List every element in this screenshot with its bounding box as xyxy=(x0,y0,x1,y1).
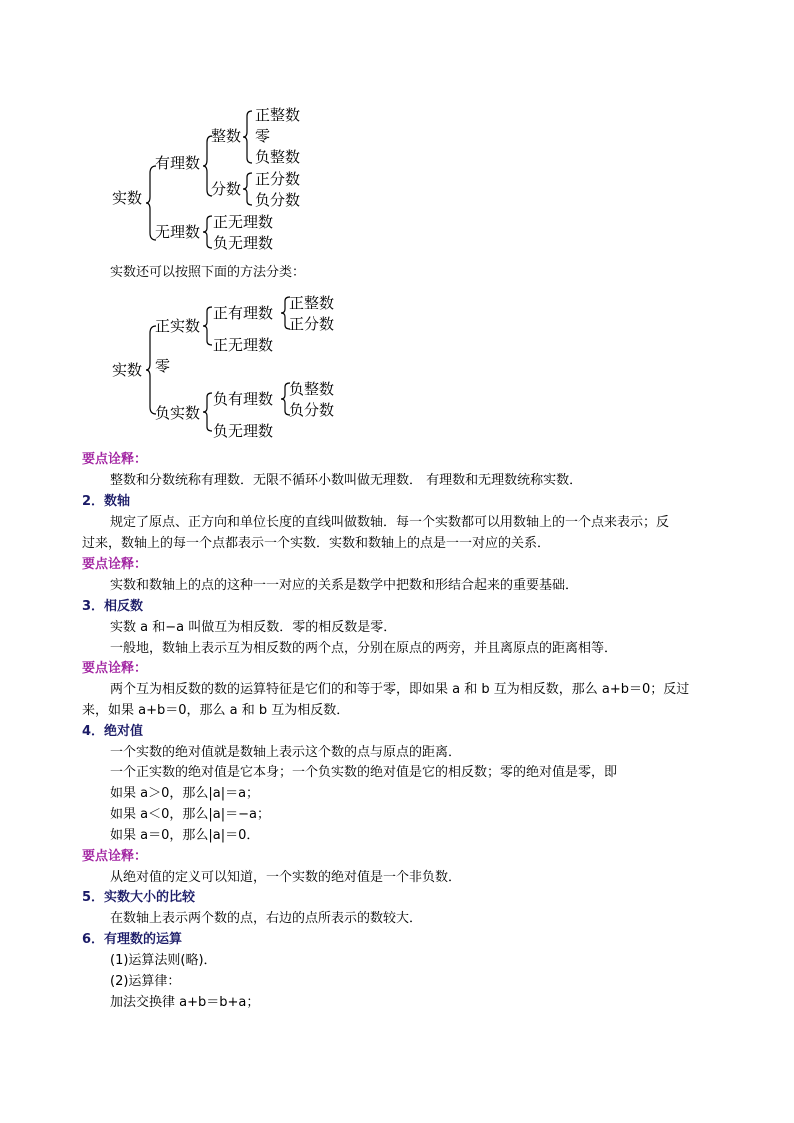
d2-neg-irrational: 负无理数 xyxy=(213,422,274,440)
d2-neg-rational: 负有理数 xyxy=(213,390,274,408)
d1-neg-fraction: 负分数 xyxy=(255,191,301,209)
section-2-note: 实数和数轴上的点的这种一一对应的关系是数学中把数和形结合起来的重要基础． xyxy=(110,578,579,593)
d2-root: 实数 xyxy=(112,361,143,379)
section-4-para-1: 一个实数的绝对值就是数轴上表示这个数的点与原点的距离． xyxy=(110,745,462,760)
section-4-title: 绝对值 xyxy=(104,724,144,739)
d1-rational: 有理数 xyxy=(155,154,201,172)
section-3-note-a: 两个互为相反数的数的运算特征是它们的和等于零，即如果 a 和 b 互为相反数，那么 a+b＝0；反过 xyxy=(110,682,690,697)
section-3-note-b: 来，如果 a+b＝0，那么 a 和 b 互为相反数． xyxy=(82,703,350,718)
d2-zero: 零 xyxy=(155,357,171,375)
intro-second-classification: 实数还可以按照下面的方法分类： xyxy=(110,265,306,280)
section-6-para-2: (2)运算律： xyxy=(110,974,181,989)
section-3-para-1: 实数 a 和−a 叫做互为相反数．零的相反数是零． xyxy=(110,620,397,635)
section-4-number: 4． xyxy=(82,724,105,739)
d1-brace-integer xyxy=(243,110,253,164)
d1-pos-fraction: 正分数 xyxy=(255,170,301,188)
section-6-title: 有理数的运算 xyxy=(104,932,183,947)
section-6-para-3: 加法交换律 a+b＝b+a； xyxy=(110,995,260,1010)
d2-pos-rational: 正有理数 xyxy=(213,304,274,322)
section-2-para-1b: 过来，数轴上的每一个点都表示一个实数．实数和数轴上的点是一一对应的关系． xyxy=(82,536,551,551)
d2-neg-integer: 负整数 xyxy=(289,380,335,398)
note-label-4: 要点诠释： xyxy=(82,849,148,864)
section-2-para-1a: 规定了原点、正方向和单位长度的直线叫做数轴．每一个实数都可以用数轴上的一个点来表示；反 xyxy=(110,515,670,530)
d1-neg-irrational: 负无理数 xyxy=(213,234,274,252)
d1-fraction: 分数 xyxy=(211,180,242,198)
note-label-2: 要点诠释： xyxy=(82,557,148,572)
section-4-note: 从绝对值的定义可以知道，一个实数的绝对值是一个非负数． xyxy=(110,870,462,885)
d2-brace-positive xyxy=(203,306,213,346)
d1-brace-irrational xyxy=(203,215,213,249)
d1-brace-fraction xyxy=(243,172,253,206)
section-4-case-2: 如果 a＜0，那么|a|＝−a； xyxy=(110,807,270,822)
d2-pos-fraction: 正分数 xyxy=(289,315,335,333)
d2-pos-irrational: 正无理数 xyxy=(213,336,274,354)
section-2-number: 2． xyxy=(82,494,105,509)
d2-positive: 正实数 xyxy=(155,317,201,335)
d2-brace-negative xyxy=(203,392,213,432)
d1-neg-integer: 负整数 xyxy=(255,148,301,166)
d2-negative: 负实数 xyxy=(155,404,201,422)
d1-pos-irrational: 正无理数 xyxy=(213,213,274,231)
note-1-text: 整数和分数统称有理数．无限不循环小数叫做无理数． 有理数和无理数统称实数． xyxy=(110,473,583,488)
d1-root: 实数 xyxy=(112,189,143,207)
note-label-3: 要点诠释： xyxy=(82,661,148,676)
section-3-title: 相反数 xyxy=(104,599,144,614)
section-3-para-2: 一般地，数轴上表示互为相反数的两个点，分别在原点的两旁，并且离原点的距离相等． xyxy=(110,641,618,656)
section-5-title: 实数大小的比较 xyxy=(104,890,196,905)
d1-zero: 零 xyxy=(255,127,271,145)
section-5-para-1: 在数轴上表示两个数的点，右边的点所表示的数较大． xyxy=(110,911,423,926)
d1-pos-integer: 正整数 xyxy=(255,106,301,124)
d1-integer: 整数 xyxy=(211,127,242,145)
d1-irrational: 无理数 xyxy=(155,223,201,241)
section-5-number: 5． xyxy=(82,890,105,905)
section-4-case-1: 如果 a＞0，那么|a|＝a； xyxy=(110,786,260,801)
note-label-1: 要点诠释： xyxy=(82,452,148,467)
section-4-case-3: 如果 a＝0，那么|a|＝0． xyxy=(110,828,260,843)
section-6-para-1: (1)运算法则(略)． xyxy=(110,953,217,968)
section-6-number: 6． xyxy=(82,932,105,947)
section-3-number: 3． xyxy=(82,599,105,614)
section-2-title: 数轴 xyxy=(104,494,131,509)
d2-pos-integer: 正整数 xyxy=(289,294,335,312)
d2-neg-fraction: 负分数 xyxy=(289,401,335,419)
section-4-para-2: 一个正实数的绝对值是它本身；一个负实数的绝对值是它的相反数；零的绝对值是零，即 xyxy=(110,765,618,780)
